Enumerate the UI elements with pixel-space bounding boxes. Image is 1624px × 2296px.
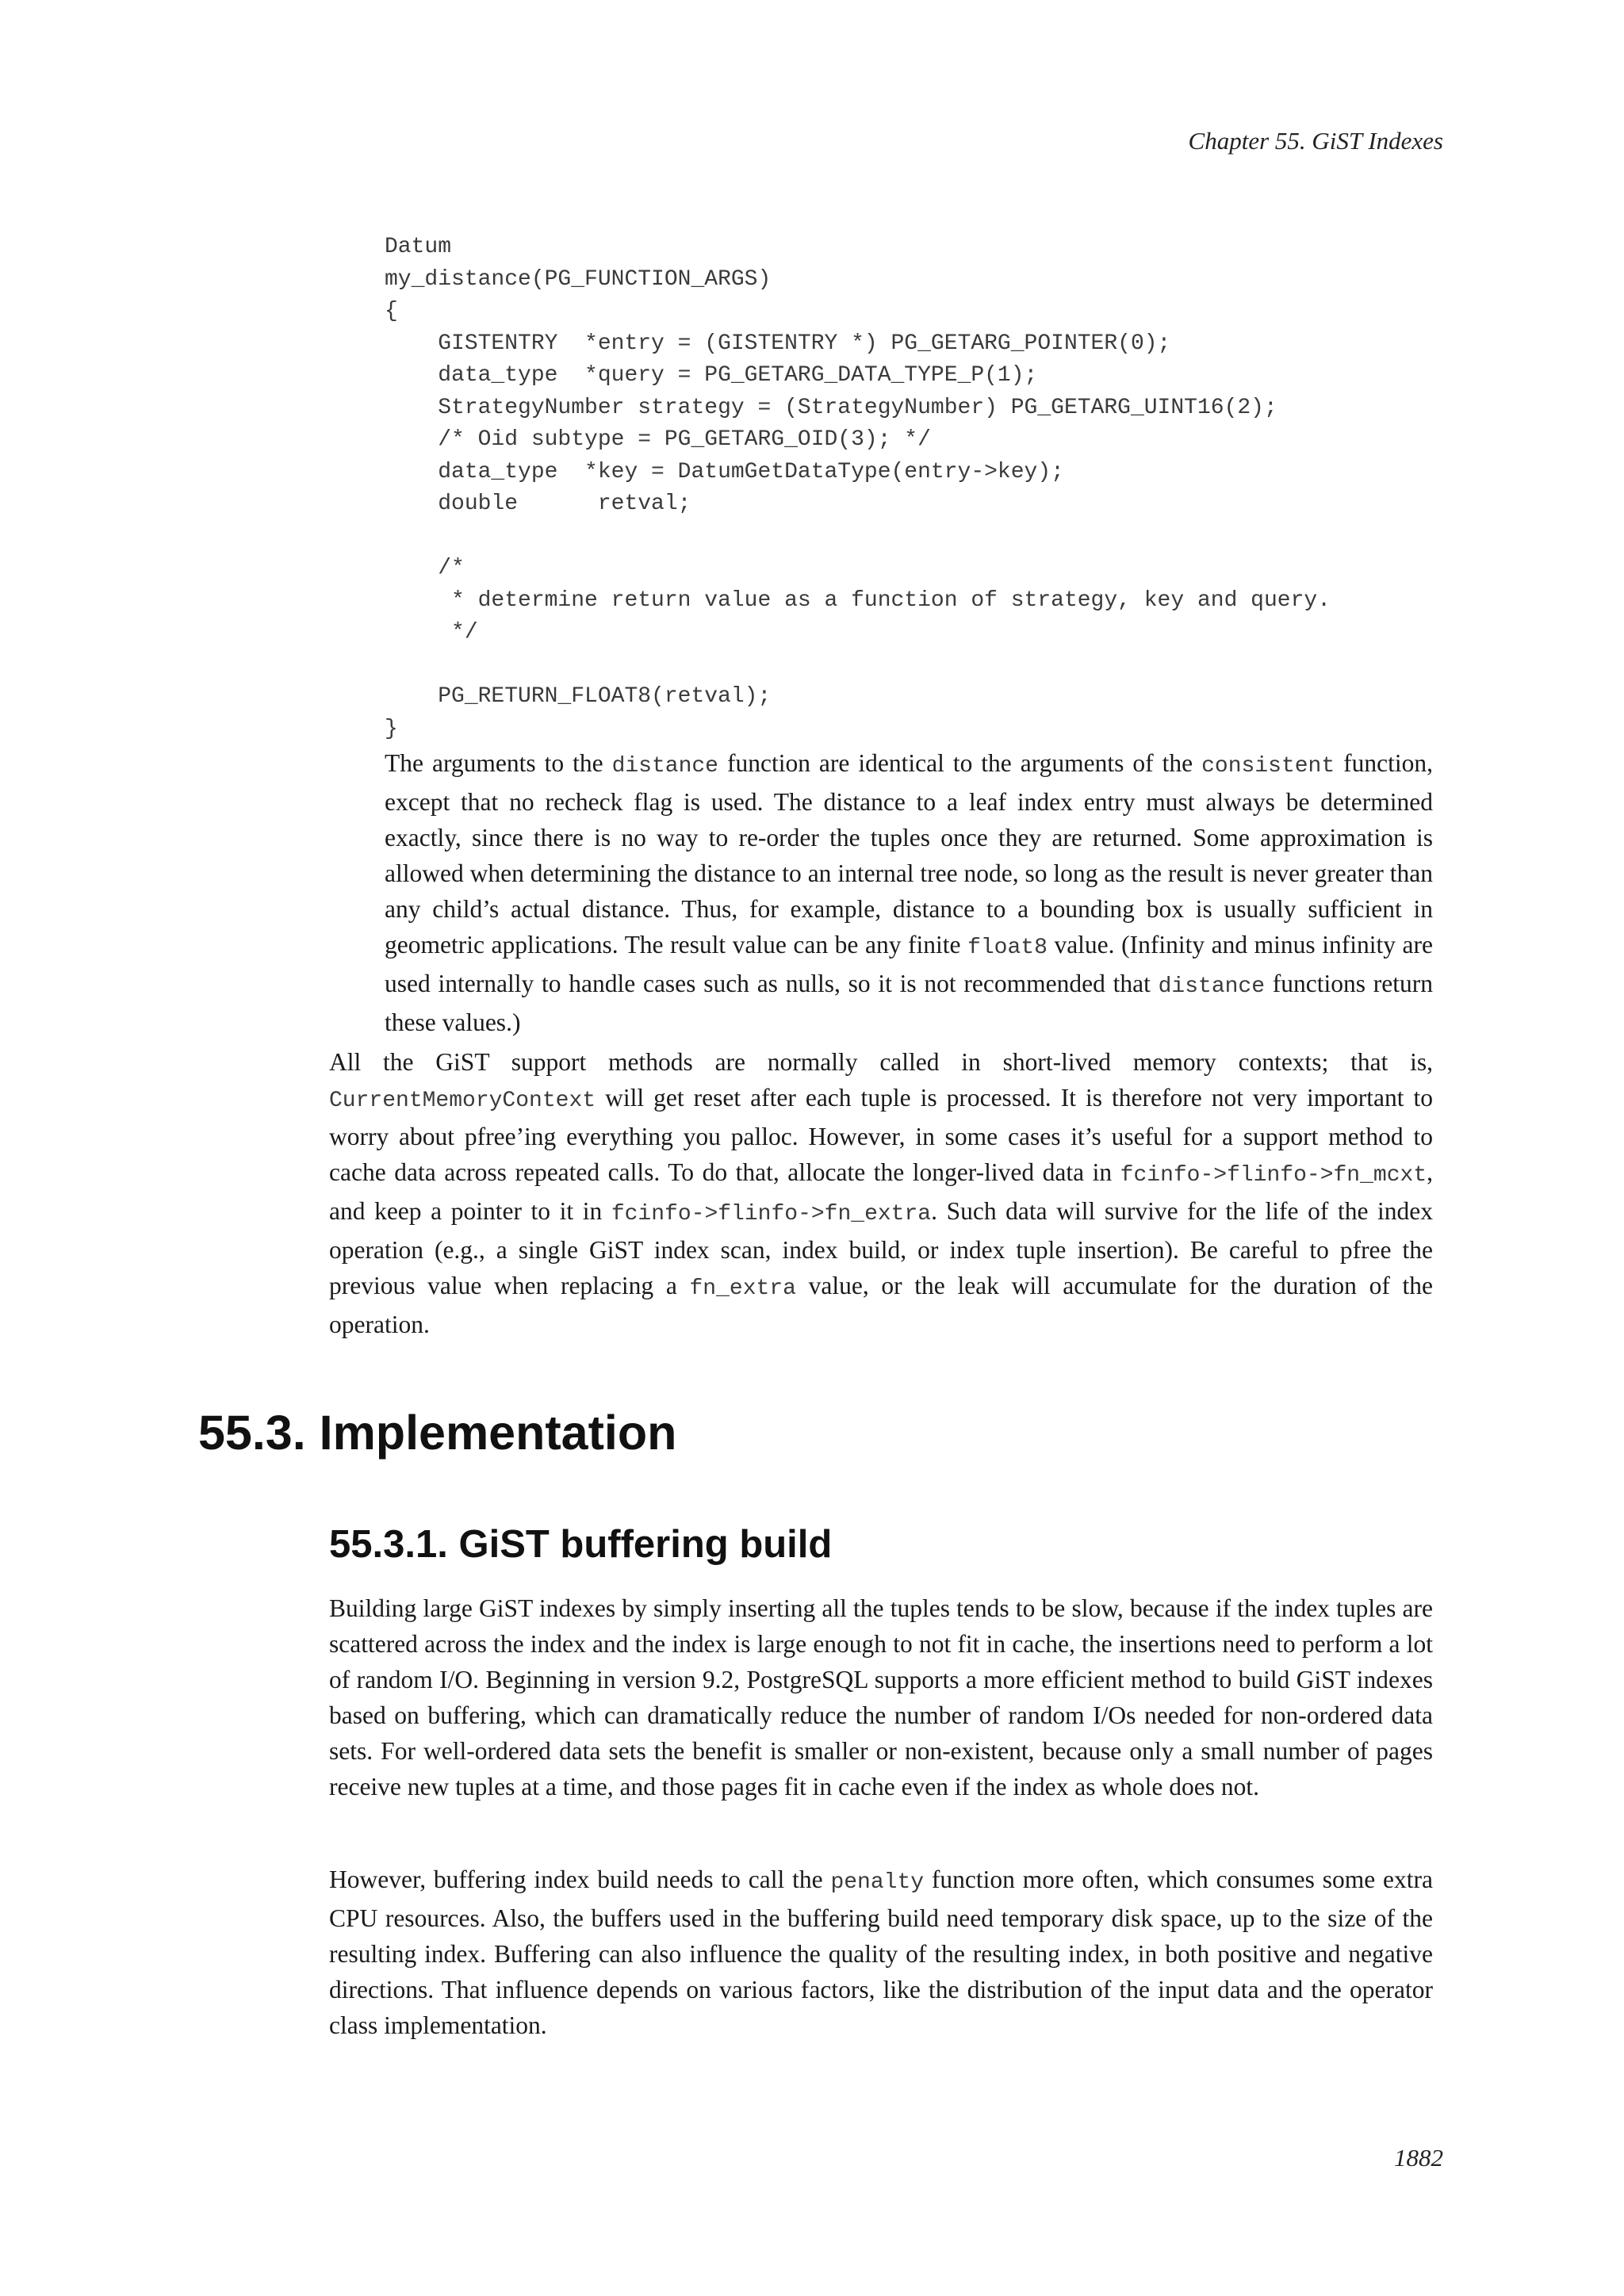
code-line: Datum <box>385 235 452 259</box>
penalty-paragraph: However, buffering index build needs to call the penalty function more often, which consumes some extra CPU resources. Also, the buffers used in the buffering build need temporary disk space, up to the size of the resulting index. Buffering can also influence the quality of the resulting index, in both positive and negative directions. That influence depends on various factors, like the distribution of the input data and the operator class implementation. <box>329 1866 1433 2039</box>
inline-code: fcinfo->flinfo->fn_mcxt <box>1120 1163 1427 1188</box>
inline-code: distance <box>611 754 718 779</box>
code-line: { <box>385 299 398 323</box>
section-heading: 55.3. Implementation <box>198 1406 677 1460</box>
code-line <box>385 521 1511 553</box>
code-line: double retval; <box>385 492 691 516</box>
buffering-build-paragraph: Building large GiST indexes by simply inserting all the tuples tends to be slow, because if the index tuples are scattered across the index and the index is large enough to not fit in cache, the insertions need to perform a lot of random I/O. Beginning in version 9.2, PostgreSQL supports a more efficient method to build GiST indexes based on buffering, which can dramatically reduce the number of random I/Os needed for non-ordered data sets. For well-ordered data sets the benefit is smaller or non-existent, because only a small number of pages receive new tuples at a time, and those pages fit in cache even if the index as whole does not. <box>329 1594 1433 1800</box>
code-line: data_type *query = PG_GETARG_DATA_TYPE_P(1); <box>385 363 1038 388</box>
code-listing <box>385 232 1511 745</box>
code-line: PG_RETURN_FLOAT8(retval); <box>385 684 772 709</box>
inline-code: penalty <box>830 1870 925 1895</box>
distance-function-paragraph: The arguments to the distance function are identical to the arguments of the consistent function, except that no recheck flag is used. The distance to a leaf index entry must always be determined exactly, since there is no way to re-order the tuples once they are returned. Some approximation is allowed when determining the distance to an internal tree node, so long as the result is never greater than any child’s actual distance. Thus, for example, distance to a bounding box is usually sufficient in geometric applications. The result value can be any finite float8 value. (Infinity and minus infinity are used internally to handle cases such as nulls, so it is not recommended that distance functions return these values.) <box>385 749 1434 1036</box>
code-line: /* Oid subtype = PG_GETARG_OID(3); */ <box>385 427 931 452</box>
code-line: /* <box>385 556 465 580</box>
running-header: Chapter 55. GiST Indexes <box>1188 127 1443 155</box>
inline-code: fn_extra <box>689 1276 796 1301</box>
inline-code: consistent <box>1201 754 1335 779</box>
code-line: * determine return value as a function of strategy, key and query. <box>385 587 1331 613</box>
memory-contexts-paragraph: All the GiST support methods are normally called in short-lived memory contexts; that is, CurrentMemoryContext will get reset after each tuple is processed. It is therefore not very important to worry about pfree’ing everything you palloc. However, in some cases it’s useful for a support method to cache data across repeated calls. To do that, allocate the longer-lived data in fcinfo->flinfo->fn_mcxt, and keep a pointer to it in fcinfo->flinfo->fn_extra. Such data will survive for the life of the index operation (e.g., a single GiST index scan, index build, or index tuple insertion). Be careful to pfree the previous value when replacing a fn_extra value, or the leak will accumulate for the duration of the operation. <box>329 1048 1434 1338</box>
inline-code: fcinfo->flinfo->fn_extra <box>611 1202 932 1226</box>
code-line: data_type *key = DatumGetDataType(entry->key); <box>385 459 1064 484</box>
inline-code: float8 <box>967 936 1048 960</box>
code-line <box>385 649 1511 682</box>
code-line: GISTENTRY *entry = (GISTENTRY *) PG_GETARG_POINTER(0); <box>385 331 1171 356</box>
page-number: 1882 <box>1394 2144 1443 2172</box>
code-line: } <box>385 716 398 741</box>
code-line: StrategyNumber strategy = (StrategyNumber) PG_GETARG_UINT16(2); <box>385 395 1277 420</box>
code-line: my_distance(PG_FUNCTION_ARGS) <box>385 266 772 292</box>
inline-code: distance <box>1158 974 1266 999</box>
subsection-heading: 55.3.1. GiST buffering build <box>329 1523 833 1566</box>
code-line: */ <box>385 620 478 645</box>
inline-code: CurrentMemoryContext <box>329 1089 596 1113</box>
